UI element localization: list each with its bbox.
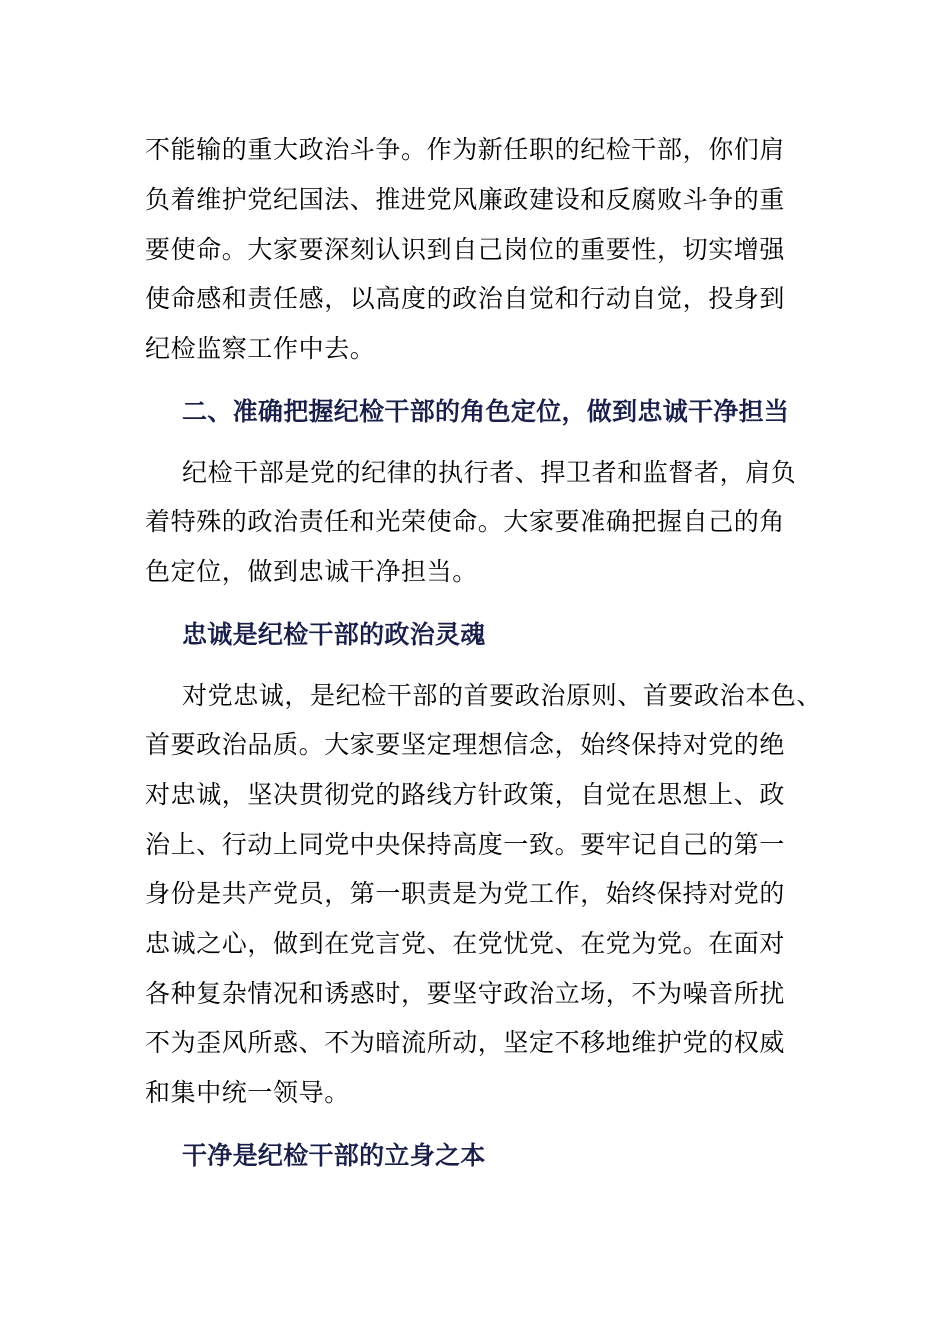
paragraph-line: 不为歪风所惑、不为暗流所动，坚定不移地维护党的权威 [145, 1028, 786, 1057]
section-heading: 二、准确把握纪检干部的角色定位，做到忠诚干净担当 [182, 397, 790, 426]
paragraph-line: 身份是共产党员，第一职责是为党工作，始终保持对党的 [145, 879, 786, 908]
paragraph-line: 不能输的重大政治斗争。作为新任职的纪检干部，你们肩 [145, 135, 786, 164]
paragraph-line: 和集中统一领导。 [145, 1078, 350, 1107]
paragraph-line: 对党忠诚，是纪检干部的首要政治原则、首要政治本色、 [182, 681, 823, 710]
paragraph-line: 着特殊的政治责任和光荣使命。大家要准确把握自己的角 [145, 507, 786, 536]
paragraph-line: 各种复杂情况和诱惑时，要坚守政治立场，不为噪音所扰 [145, 979, 786, 1008]
paragraph-line: 使命感和责任感，以高度的政治自觉和行动自觉，投身到 [145, 284, 786, 313]
paragraph-line: 纪检监察工作中去。 [145, 334, 376, 363]
paragraph-line: 要使命。大家要深刻认识到自己岗位的重要性，切实增强 [145, 235, 786, 264]
paragraph-line: 治上、行动上同党中央保持高度一致。要牢记自己的第一 [145, 830, 786, 859]
paragraph-line: 对忠诚，坚决贯彻党的路线方针政策，自觉在思想上、政 [145, 780, 786, 809]
paragraph-line: 纪检干部是党的纪律的执行者、捍卫者和监督者，肩负 [182, 458, 797, 487]
paragraph-line: 负着维护党纪国法、推进党风廉政建设和反腐败斗争的重 [145, 185, 786, 214]
paragraph-line: 忠诚之心，做到在党言党、在党忧党、在党为党。在面对 [145, 929, 786, 958]
paragraph-line: 首要政治品质。大家要坚定理想信念，始终保持对党的绝 [145, 730, 786, 759]
subsection-heading: 忠诚是纪检干部的政治灵魂 [182, 620, 486, 649]
subsection-heading: 干净是纪检干部的立身之本 [182, 1141, 486, 1170]
paragraph-line: 色定位，做到忠诚干净担当。 [145, 557, 478, 586]
